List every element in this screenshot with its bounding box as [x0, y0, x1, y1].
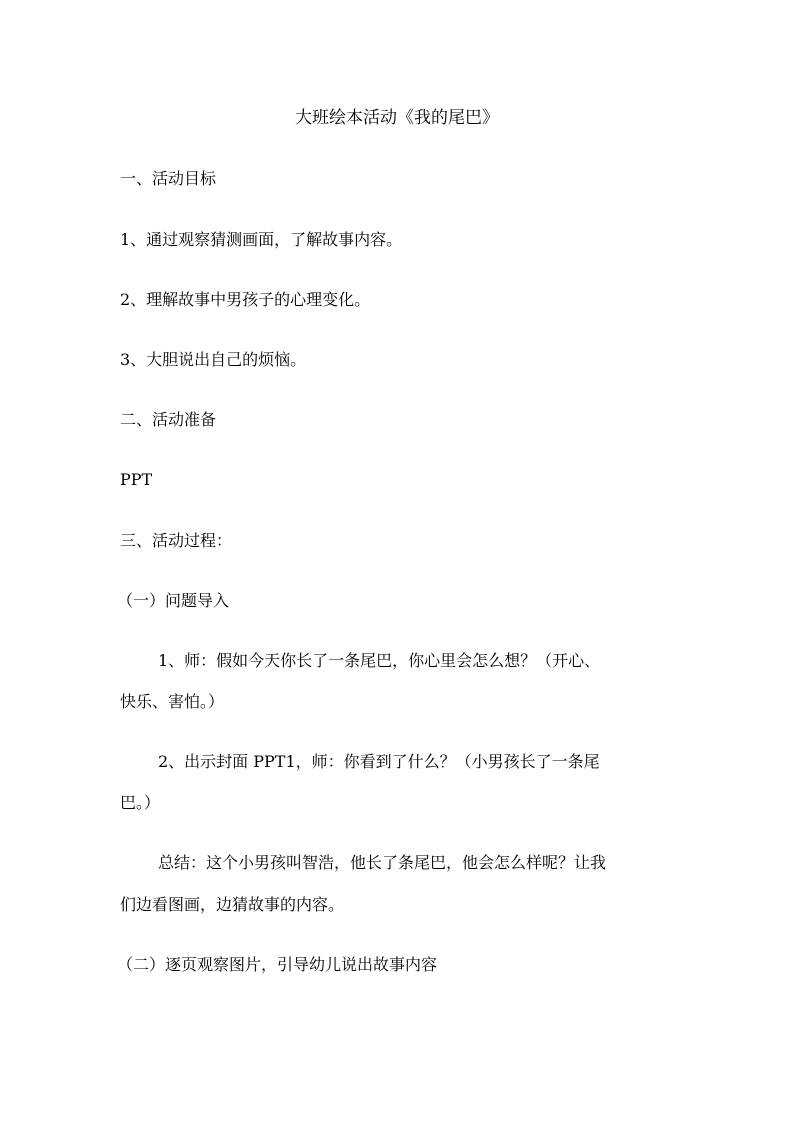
section-heading-goals: 一、活动目标: [120, 169, 217, 188]
step-1-line-1: 1、师：假如今天你长了一条尾巴，你心里会怎么想？（开心、: [158, 651, 601, 670]
part-heading-observe: （二）逐页观察图片，引导幼儿说出故事内容: [117, 955, 438, 974]
goal-item-2: 2、理解故事中男孩子的心理变化。: [120, 290, 371, 309]
step-1-line-2: 快乐、害怕。）: [120, 692, 225, 711]
step-2-line-2: 巴。）: [120, 793, 161, 812]
preparation-text: PPT: [120, 470, 153, 489]
section-heading-preparation: 二、活动准备: [120, 410, 217, 429]
summary-line-2: 们边看图画，边猜故事的内容。: [120, 895, 345, 914]
step-2-line-1: 2、出示封面 PPT1，师：你看到了什么？（小男孩长了一条尾: [158, 752, 600, 771]
goal-item-3: 3、大胆说出自己的烦恼。: [120, 350, 307, 369]
goal-item-1: 1、通过观察猜测画面，了解故事内容。: [120, 230, 403, 249]
summary-line-1: 总结：这个小男孩叫智浩，他长了条尾巴，他会怎么样呢？让我: [158, 853, 607, 872]
section-heading-process: 三、活动过程：: [120, 531, 233, 550]
part-heading-intro: （一）问题导入: [117, 591, 230, 610]
page-title: 大班绘本活动《我的尾巴》: [295, 108, 499, 128]
